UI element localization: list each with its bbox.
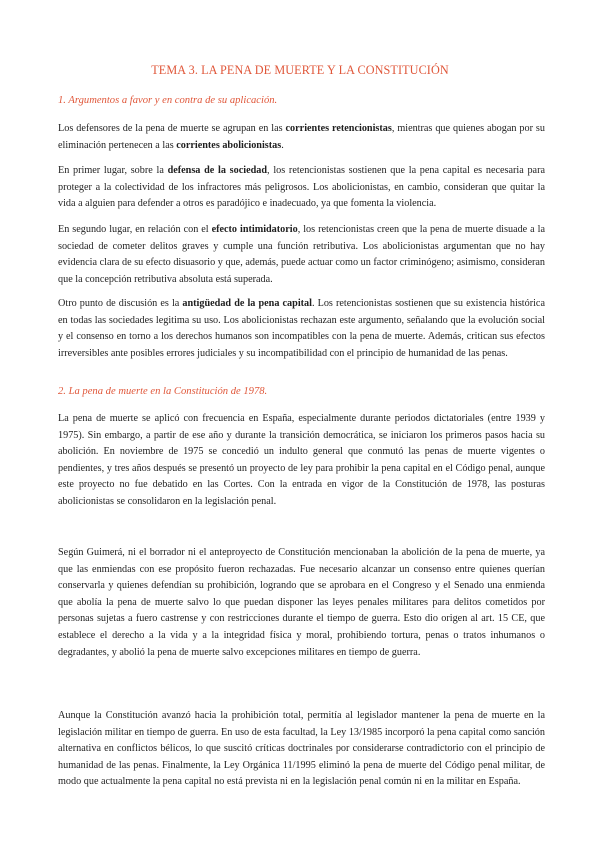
paragraph-6: Según Guimerá, ni el borrador ni el anteproyecto de Constitución mencionaban la abolición de la pena de muerte, ya que las enmiendas con ese propósito fueron rechazadas. Fue necesario alcanzar un consenso entre quienes querían conservarla y quienes defendían su prohibición, logrando que se aprobara en el Congreso y el Senado una enmienda que abolía la pena de muerte salvo lo que puedan disponer las leyes penales militares para delitos cometidos por personas sujetas a fuero castrense y con restricciones durante el tiempo de guerra. Esto dio origen al art. 15 CE, que establece el derecho a la vida y a la integridad física y moral, prohibiendo tortura, penas o tratos inhumanos o degradantes, y abolió la pena de muerte salvo excepciones militares en tiempo de guerra. [58,547,545,658]
page-title: TEMA 3. LA PENA DE MUERTE Y LA CONSTITUCIÓN [151,63,449,77]
paragraph-5: La pena de muerte se aplicó con frecuencia en España, especialmente durante periodos dictatoriales (entre 1939 y 1975). Sin embargo, a partir de ese año y durante la transición democrática, se iniciaron los primeros pasos hacia su abolición. En noviembre de 1975 se concedió un indulto general que conmutó las penas de muerte vigentes o pendientes, y tres años después se presentó un proyecto de ley para prohibir la pena capital en el Código penal, aunque este proyecto no fue debatido en las Cortes. Con la entrada en vigor de la Constitución de 1978, las posturas abolicionistas se consolidaron en la legislación penal. [58,413,545,507]
paragraph-4: Otro punto de discusión es la antigüedad de la pena capital. Los retencionistas sostienen que su existencia histórica en todas las sociedades legitima su uso. Los abolicionistas rechazan este argumento, señalando que la evolución social y el consenso en torno a los derechos humanos son incompatibles con la pena de muerte. Además, critican sus efectos irreversibles ante posibles errores judiciales y su incompatibilidad con el principio de humanidad de las penas. [58,298,545,359]
section-heading-1: 1. Argumentos a favor y en contra de su aplicación. [58,95,278,106]
paragraph-7: Aunque la Constitución avanzó hacia la prohibición total, permitía al legislador mantener la pena de muerte en la legislación militar en tiempo de guerra. En uso de esta facultad, la Ley 13/1985 incorporó la pena capital como sanción alternativa en conflictos bélicos, lo que suscitó críticas doctrinales por considerarse contradictorio con el principio de humanidad de las penas. Finalmente, la Ley Orgánica 11/1995 eliminó la pena de muerte del Código penal militar, de modo que actualmente la pena capital no está prevista ni en la legislación penal común ni en la militar en España. [58,710,545,788]
paragraph-3: En segundo lugar, en relación con el efecto intimidatorio, los retencionistas creen que la pena de muerte disuade a la sociedad de cometer delitos graves y cumple una función retributiva. Los abolicionistas argumentan que no hay evidencia clara de su efecto disuasorio y que, además, puede actuar como un factor criminógeno; asimismo, consideran que la concepción retributiva absoluta está superada. [58,224,546,285]
paragraph-2: En primer lugar, sobre la defensa de la sociedad, los retencionistas sostienen que la pena capital es necesaria para proteger a la colectividad de los infractores más peligrosos. Los abolicionistas, en cambio, consideran que quitar la vida a alguien para defender a otros es paradójico e inadecuado, ya que fomenta la violencia. [58,165,545,210]
paragraph-1: Los defensores de la pena de muerte se agrupan en las corrientes retencionistas, mientras que quienes abogan por su eliminación pertenecen a las corrientes abolicionistas. [58,123,545,151]
section-heading-2: 2. La pena de muerte en la Constitución de 1978. [58,386,268,397]
